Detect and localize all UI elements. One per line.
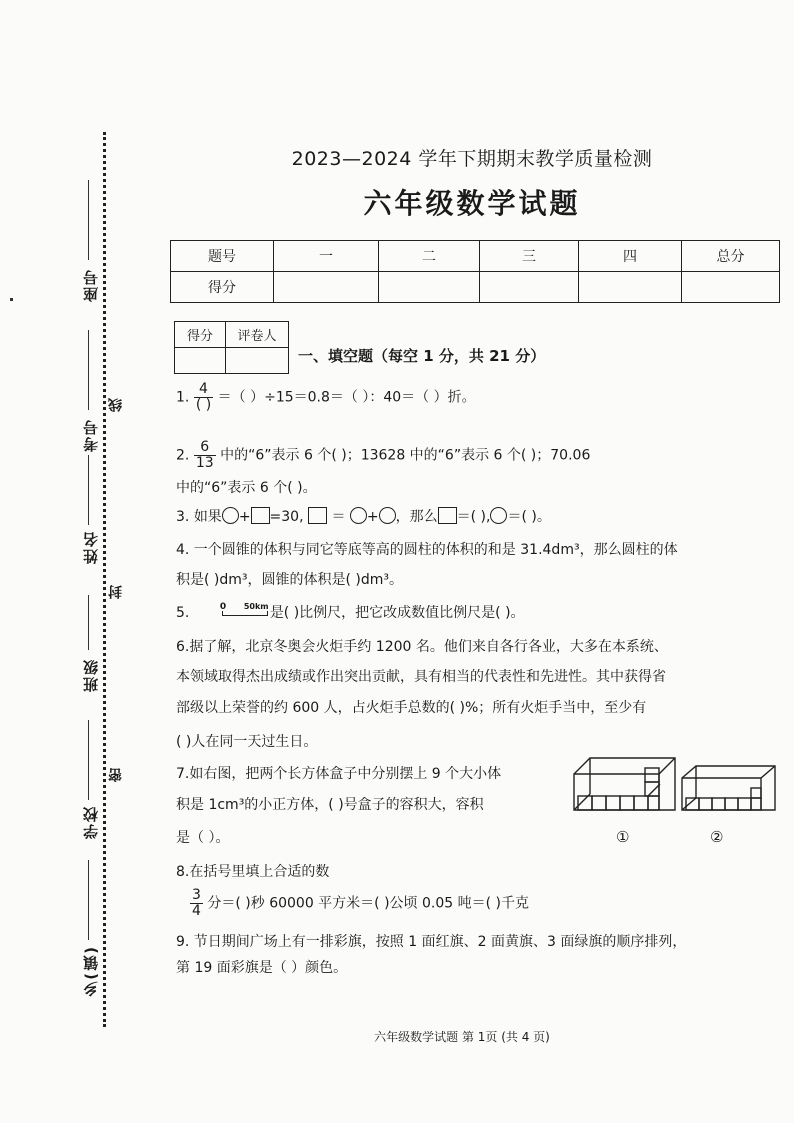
question-8-items xyxy=(190,888,529,919)
figure-label-1: ① xyxy=(616,828,630,846)
square-shape xyxy=(308,507,327,524)
question-text: =30, xyxy=(269,509,304,525)
fraction xyxy=(194,382,213,413)
score-cell[interactable] xyxy=(579,272,682,303)
score-table-score-row xyxy=(171,272,780,303)
binding-dotted-line xyxy=(103,132,106,1027)
score-cell[interactable] xyxy=(379,272,480,303)
fraction xyxy=(190,888,203,919)
score-cell[interactable] xyxy=(480,272,579,303)
seal-seal-char: 封 xyxy=(108,585,124,599)
exam-number-label: 考号 xyxy=(82,418,100,452)
question-7-line-2: 积是 1cm³的小正方体，( )号盒子的容积大，容积 xyxy=(176,797,484,813)
school-line xyxy=(88,720,89,800)
equals-sign: ＝ xyxy=(331,509,346,525)
section-title: 一、填空题（每空 1 分，共 21 分） xyxy=(298,347,546,365)
fraction-numerator: 3 xyxy=(192,887,201,903)
question-text: 是( )比例尺，把它改成数值比例尺是( )。 xyxy=(269,605,525,621)
question-5 xyxy=(176,603,525,623)
score-cell[interactable] xyxy=(682,272,780,303)
question-1 xyxy=(176,382,476,413)
fraction-denominator: ( ) xyxy=(195,397,212,413)
score-header-cell: 总分 xyxy=(682,241,780,272)
town-label: 乡(镇) xyxy=(82,945,100,997)
question-3 xyxy=(176,507,551,527)
name-label: 姓名 xyxy=(82,530,100,564)
question-9: 9. 节日期间广场上有一排彩旗，按照 1 面红旗、2 面黄旗、3 面绿旗的顺序排列， xyxy=(176,934,687,950)
exam-title: 六年级数学试题 xyxy=(363,187,581,220)
page-footer: 六年级数学试题 第 1页 (共 4 页) xyxy=(374,1030,550,1044)
question-6-line-3: 部级以上荣誉的约 600 人，占火炬手总数的( )%；所有火炬手当中，至少有 xyxy=(176,700,647,716)
town-line xyxy=(88,860,89,940)
plus-sign: + xyxy=(238,509,251,525)
question-text: 中的“6”表示 6 个( )；13628 中的“6”表示 6 个( )；70.06 xyxy=(220,447,591,464)
question-7: 7.如右图，把两个长方体盒子中分别摆上 9 个大小体 xyxy=(176,766,502,782)
score-header-cell: 一 xyxy=(274,241,379,272)
question-6-line-2: 本领域取得杰出成绩或作出突出贡献，具有相当的代表性和先进性。其中获得省 xyxy=(176,669,666,685)
score-header-cell: 题号 xyxy=(171,241,274,272)
line-scale xyxy=(194,603,270,623)
square-shape xyxy=(251,507,270,524)
fraction-denominator: 4 xyxy=(192,903,201,919)
question-6-line-4: ( )人在同一天过生日。 xyxy=(176,734,318,750)
question-7-line-3: 是（ ）。 xyxy=(176,830,230,846)
question-2-continued: 中的“6”表示 6 个( )。 xyxy=(176,480,317,496)
score-row-label: 得分 xyxy=(171,272,274,303)
figure-label-2: ② xyxy=(710,828,724,846)
question-8: 8.在括号里填上合适的数 xyxy=(176,864,330,880)
question-text: 分＝( )秒 60000 平方米＝( )公顷 0.05 吨＝( )千克 xyxy=(207,895,530,912)
score-cell[interactable] xyxy=(274,272,379,303)
circle-shape xyxy=(379,507,396,524)
question-6: 6.据了解，北京冬奥会火炬手约 1200 名。他们来自各行各业，大多在本系统、 xyxy=(176,639,668,655)
scale-length-label: 50km xyxy=(243,602,269,611)
question-4-continued: 积是( )dm³，圆锥的体积是( )dm³。 xyxy=(176,572,404,588)
question-text: ，那么 xyxy=(395,509,438,525)
seal-line-char: 线 xyxy=(108,398,124,412)
question-text: 如果 xyxy=(193,509,222,525)
exam-subtitle: 2023—2024 学年下期期末教学质量检测 xyxy=(291,148,653,170)
question-number: 2. xyxy=(176,447,190,464)
score-header-cell: 三 xyxy=(480,241,579,272)
question-2 xyxy=(176,440,590,471)
score-table xyxy=(170,240,780,303)
class-line xyxy=(88,595,89,650)
score-table-header-row xyxy=(171,241,780,272)
grader-name-cell[interactable] xyxy=(226,348,289,374)
question-number: 5. xyxy=(176,605,190,621)
circle-shape xyxy=(350,507,367,524)
fraction-numerator: 4 xyxy=(194,382,213,398)
plus-sign: + xyxy=(366,509,379,525)
question-4: 4. 一个圆锥的体积与同它等底等高的圆柱的体积的和是 31.4dm³，那么圆柱的体 xyxy=(176,542,678,558)
fraction xyxy=(194,440,216,471)
fraction-numerator: 6 xyxy=(194,440,216,456)
question-number: 1. xyxy=(176,389,190,406)
question-number: 3. xyxy=(176,509,190,525)
question-9-line-2: 第 19 面彩旗是（ ）颜色。 xyxy=(176,960,348,976)
class-label: 班级 xyxy=(82,658,100,692)
scale-zero-label: 0 xyxy=(219,602,227,612)
question-text: ＝（ ）÷15＝0.8＝（ ）：40＝（ ）折。 xyxy=(217,389,476,406)
question-text: ＝( )。 xyxy=(507,509,551,525)
boxes-figure xyxy=(570,752,785,824)
grader-name-header: 评卷人 xyxy=(226,322,289,348)
seat-number-label: 座号 xyxy=(82,268,100,302)
circle-shape xyxy=(490,507,507,524)
exam-number-line xyxy=(88,330,89,410)
score-header-cell: 四 xyxy=(579,241,682,272)
grader-table xyxy=(174,321,289,374)
grader-score-header: 得分 xyxy=(175,322,226,348)
score-header-cell: 二 xyxy=(379,241,480,272)
school-label: 学校 xyxy=(82,805,100,839)
seal-secret-char: 密 xyxy=(108,768,124,782)
square-shape xyxy=(438,507,457,524)
scale-bar xyxy=(222,611,268,616)
grader-score-cell[interactable] xyxy=(175,348,226,374)
circle-shape xyxy=(222,507,239,524)
scan-speck xyxy=(10,298,13,301)
question-text: ＝( ), xyxy=(456,509,491,525)
fraction-denominator: 13 xyxy=(195,455,214,471)
name-line xyxy=(88,455,89,525)
